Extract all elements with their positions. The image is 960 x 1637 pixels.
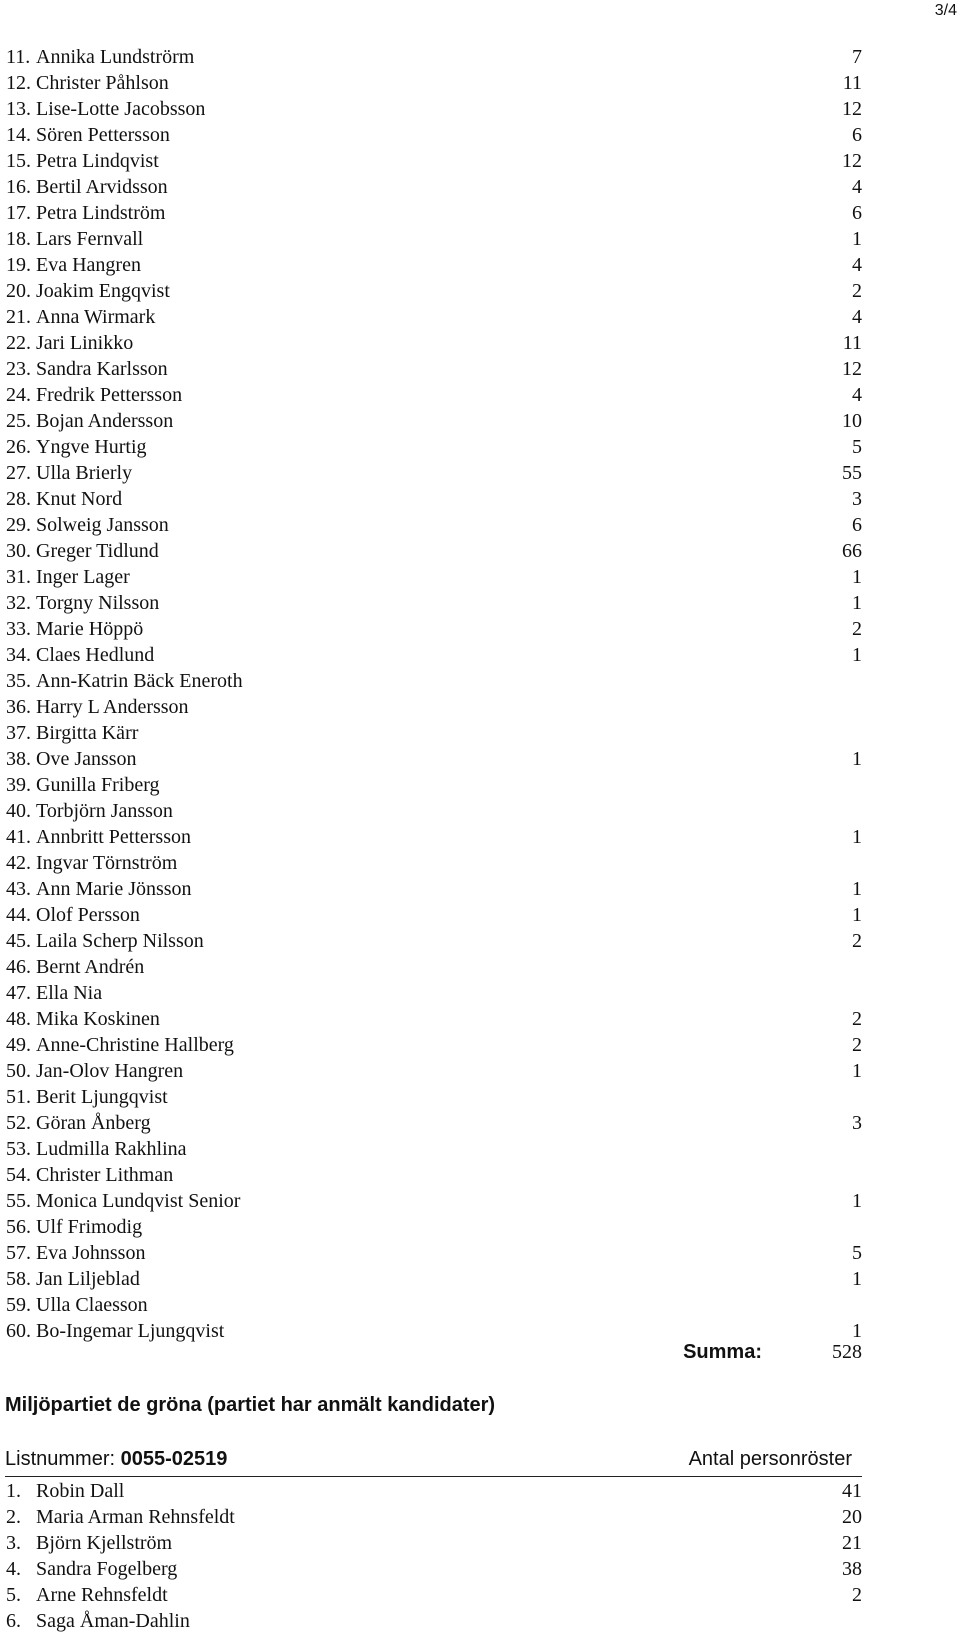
candidate-row <box>6 1136 862 1162</box>
candidate-name: Ludmilla Rakhlina <box>36 1138 187 1160</box>
candidate-number: 19. <box>6 254 31 276</box>
candidate-name: Maria Arman Rehnsfeldt <box>36 1506 235 1528</box>
candidate-row <box>6 226 862 252</box>
candidate-row <box>6 1292 862 1318</box>
candidate-number: 41. <box>6 826 31 848</box>
candidate-row <box>6 1162 862 1188</box>
candidate-number: 32. <box>6 592 31 614</box>
candidate-row <box>6 902 862 928</box>
candidate-row <box>6 1504 862 1530</box>
candidate-name: Knut Nord <box>36 488 123 510</box>
candidate-votes: 4 <box>852 384 862 406</box>
candidate-row <box>6 980 862 1006</box>
candidate-name: Ulla Claesson <box>36 1294 148 1316</box>
candidate-name: Marie Höppö <box>36 618 144 640</box>
candidate-number: 33. <box>6 618 31 640</box>
candidate-name: Annika Lundströrm <box>36 46 195 68</box>
candidate-number: 53. <box>6 1138 31 1160</box>
candidate-row <box>6 1240 862 1266</box>
candidate-name: Ann Marie Jönsson <box>36 878 192 900</box>
candidate-number: 18. <box>6 228 31 250</box>
candidate-row <box>6 1006 862 1032</box>
candidate-number: 4. <box>6 1558 21 1580</box>
candidate-name: Saga Åman-Dahlin <box>36 1610 190 1632</box>
candidate-number: 39. <box>6 774 31 796</box>
candidate-number: 5. <box>6 1584 21 1606</box>
candidate-name: Sören Pettersson <box>36 124 170 146</box>
candidate-row <box>6 928 862 954</box>
candidate-row <box>6 590 862 616</box>
candidate-name: Solweig Jansson <box>36 514 169 536</box>
candidate-votes: 3 <box>852 488 862 510</box>
candidate-row <box>6 746 862 772</box>
candidate-votes: 12 <box>842 98 862 120</box>
candidate-votes: 55 <box>842 462 862 484</box>
candidate-name: Bernt Andrén <box>36 956 145 978</box>
candidate-name: Birgitta Kärr <box>36 722 139 744</box>
candidate-name: Anna Wirmark <box>36 306 156 328</box>
total-label: Summa: <box>683 1341 762 1363</box>
candidate-row <box>6 1266 862 1292</box>
candidate-name: Ulf Frimodig <box>36 1216 143 1238</box>
candidate-row <box>6 356 862 382</box>
candidate-number: 24. <box>6 384 31 406</box>
candidate-name: Monica Lundqvist Senior <box>36 1190 241 1212</box>
candidate-name: Bojan Andersson <box>36 410 174 432</box>
candidate-number: 40. <box>6 800 31 822</box>
candidate-name: Lars Fernvall <box>36 228 144 250</box>
candidate-number: 12. <box>6 72 31 94</box>
candidate-name: Joakim Engqvist <box>36 280 170 302</box>
candidate-number: 28. <box>6 488 31 510</box>
list-number-value: 0055-02519 <box>120 1448 228 1470</box>
candidate-name: Ella Nia <box>36 982 103 1004</box>
candidate-number: 36. <box>6 696 31 718</box>
candidate-number: 35. <box>6 670 31 692</box>
candidate-row <box>6 148 862 174</box>
candidate-name: Eva Johnsson <box>36 1242 146 1264</box>
party-title: Miljöpartiet de gröna (partiet har anmält kandidater) <box>5 1394 496 1416</box>
votes-column-header: Antal personröster <box>688 1448 852 1470</box>
candidate-name: Laila Scherp Nilsson <box>36 930 204 952</box>
candidate-number: 56. <box>6 1216 31 1238</box>
candidate-votes: 1 <box>852 904 862 926</box>
candidate-votes: 4 <box>852 254 862 276</box>
candidate-name: Anne-Christine Hallberg <box>36 1034 234 1056</box>
candidate-number: 43. <box>6 878 31 900</box>
candidate-name: Annbritt Pettersson <box>36 826 191 848</box>
candidate-row <box>6 460 862 486</box>
candidate-name: Harry L Andersson <box>36 696 189 718</box>
candidate-number: 54. <box>6 1164 31 1186</box>
candidate-votes: 1 <box>852 748 862 770</box>
candidate-name: Christer Lithman <box>36 1164 174 1186</box>
candidate-number: 59. <box>6 1294 31 1316</box>
candidate-votes: 12 <box>842 150 862 172</box>
candidate-number: 37. <box>6 722 31 744</box>
candidate-number: 17. <box>6 202 31 224</box>
candidate-name: Gunilla Friberg <box>36 774 160 796</box>
candidate-name: Berit Ljungqvist <box>36 1086 168 1108</box>
candidate-votes: 21 <box>842 1532 862 1554</box>
candidate-votes: 4 <box>852 306 862 328</box>
candidate-votes: 2 <box>852 1034 862 1056</box>
list-number-label: Listnummer: <box>5 1448 116 1470</box>
candidate-number: 42. <box>6 852 31 874</box>
candidate-votes: 12 <box>842 358 862 380</box>
candidate-votes: 1 <box>852 592 862 614</box>
candidate-row <box>6 616 862 642</box>
candidate-name: Jari Linikko <box>36 332 134 354</box>
candidate-votes: 2 <box>852 618 862 640</box>
candidate-votes: 1 <box>852 1060 862 1082</box>
candidate-list-continued <box>6 44 862 1344</box>
candidate-name: Petra Lindqvist <box>36 150 159 172</box>
candidate-name: Ann-Katrin Bäck Eneroth <box>36 670 243 692</box>
candidate-number: 6. <box>6 1610 21 1632</box>
candidate-name: Arne Rehnsfeldt <box>36 1584 168 1606</box>
candidate-row <box>6 954 862 980</box>
candidate-number: 26. <box>6 436 31 458</box>
candidate-name: Bo-Ingemar Ljungqvist <box>36 1320 225 1342</box>
candidate-votes: 2 <box>852 930 862 952</box>
candidate-row <box>6 1032 862 1058</box>
candidate-number: 58. <box>6 1268 31 1290</box>
candidate-votes: 2 <box>852 1008 862 1030</box>
candidate-name: Sandra Karlsson <box>36 358 168 380</box>
candidate-row <box>6 1556 862 1582</box>
candidate-number: 38. <box>6 748 31 770</box>
candidate-name: Eva Hangren <box>36 254 141 276</box>
candidate-name: Claes Hedlund <box>36 644 155 666</box>
candidate-votes: 20 <box>842 1506 862 1528</box>
candidate-row <box>6 642 862 668</box>
candidate-row <box>6 486 862 512</box>
candidate-row <box>6 304 862 330</box>
candidate-votes: 2 <box>852 1584 862 1606</box>
page-number: 3/4 <box>934 2 957 19</box>
candidate-number: 34. <box>6 644 31 666</box>
candidate-votes: 66 <box>842 540 862 562</box>
candidate-row <box>6 252 862 278</box>
candidate-number: 20. <box>6 280 31 302</box>
candidate-number: 27. <box>6 462 31 484</box>
candidate-name: Sandra Fogelberg <box>36 1558 178 1580</box>
candidate-votes: 1 <box>852 228 862 250</box>
candidate-row <box>6 1530 862 1556</box>
candidate-row <box>6 1608 862 1634</box>
candidate-name: Inger Lager <box>36 566 130 588</box>
candidate-row <box>6 850 862 876</box>
candidate-row <box>6 694 862 720</box>
candidate-number: 51. <box>6 1086 31 1108</box>
candidate-votes: 1 <box>852 878 862 900</box>
candidate-votes: 7 <box>852 46 862 68</box>
candidate-name: Olof Persson <box>36 904 140 926</box>
candidate-votes: 6 <box>852 124 862 146</box>
candidate-number: 46. <box>6 956 31 978</box>
candidate-row <box>6 512 862 538</box>
candidate-row <box>6 772 862 798</box>
candidate-name: Jan-Olov Hangren <box>36 1060 184 1082</box>
candidate-name: Lise-Lotte Jacobsson <box>36 98 206 120</box>
candidate-number: 60. <box>6 1320 31 1342</box>
candidate-row <box>6 70 862 96</box>
candidate-number: 44. <box>6 904 31 926</box>
candidate-name: Bertil Arvidsson <box>36 176 168 198</box>
candidate-number: 49. <box>6 1034 31 1056</box>
candidate-number: 57. <box>6 1242 31 1264</box>
candidate-row <box>6 408 862 434</box>
candidate-number: 55. <box>6 1190 31 1212</box>
candidate-votes: 5 <box>852 1242 862 1264</box>
candidate-row <box>6 876 862 902</box>
candidate-number: 2. <box>6 1506 21 1528</box>
candidate-name: Ulla Brierly <box>36 462 133 484</box>
candidate-votes: 3 <box>852 1112 862 1134</box>
candidate-number: 1. <box>6 1480 21 1502</box>
candidate-name: Robin Dall <box>36 1480 125 1502</box>
candidate-votes: 1 <box>852 826 862 848</box>
candidate-name: Fredrik Pettersson <box>36 384 183 406</box>
candidate-number: 15. <box>6 150 31 172</box>
candidate-votes: 6 <box>852 202 862 224</box>
candidate-name: Torbjörn Jansson <box>36 800 173 822</box>
candidate-votes: 6 <box>852 514 862 536</box>
candidate-number: 45. <box>6 930 31 952</box>
candidate-row <box>6 1188 862 1214</box>
candidate-row <box>6 96 862 122</box>
candidate-votes: 2 <box>852 280 862 302</box>
candidate-row <box>6 1478 862 1504</box>
candidate-row <box>6 1582 862 1608</box>
candidate-votes: 1 <box>852 1268 862 1290</box>
candidate-name: Göran Ånberg <box>36 1112 151 1134</box>
list-number-group <box>5 1448 227 1471</box>
list-header <box>5 1446 862 1477</box>
candidate-number: 3. <box>6 1532 21 1554</box>
candidate-votes: 1 <box>852 566 862 588</box>
total-value: 528 <box>832 1341 862 1363</box>
candidate-votes: 1 <box>852 1190 862 1212</box>
candidate-name: Petra Lindström <box>36 202 166 224</box>
candidate-name: Ingvar Törnström <box>36 852 178 874</box>
candidate-name: Ove Jansson <box>36 748 137 770</box>
candidate-row <box>6 44 862 70</box>
candidate-votes: 1 <box>852 644 862 666</box>
candidate-row <box>6 824 862 850</box>
candidate-number: 29. <box>6 514 31 536</box>
candidate-row <box>6 200 862 226</box>
candidate-number: 48. <box>6 1008 31 1030</box>
candidate-name: Greger Tidlund <box>36 540 159 562</box>
candidate-row <box>6 278 862 304</box>
candidate-row <box>6 798 862 824</box>
candidate-number: 21. <box>6 306 31 328</box>
candidate-votes: 5 <box>852 436 862 458</box>
candidate-row <box>6 538 862 564</box>
candidate-row <box>6 434 862 460</box>
candidate-votes: 38 <box>842 1558 862 1580</box>
candidate-row <box>6 1058 862 1084</box>
candidate-number: 30. <box>6 540 31 562</box>
candidate-name: Torgny Nilsson <box>36 592 160 614</box>
candidate-row <box>6 1214 862 1240</box>
candidate-votes: 11 <box>842 72 862 94</box>
candidate-row <box>6 330 862 356</box>
candidate-number: 52. <box>6 1112 31 1134</box>
candidate-votes: 1 <box>852 1320 862 1342</box>
candidate-number: 11. <box>6 46 31 68</box>
candidate-row <box>6 668 862 694</box>
candidate-number: 31. <box>6 566 31 588</box>
candidate-row <box>6 1110 862 1136</box>
candidate-row <box>6 382 862 408</box>
candidate-name: Björn Kjellström <box>36 1532 173 1554</box>
candidate-row <box>6 564 862 590</box>
candidate-number: 16. <box>6 176 31 198</box>
candidate-name: Jan Liljeblad <box>36 1268 140 1290</box>
candidate-row <box>6 1084 862 1110</box>
total-row <box>0 1341 862 1371</box>
candidate-name: Yngve Hurtig <box>36 436 147 458</box>
candidate-name: Christer Påhlson <box>36 72 169 94</box>
candidate-number: 23. <box>6 358 31 380</box>
candidate-list <box>6 1478 862 1634</box>
candidate-votes: 4 <box>852 176 862 198</box>
candidate-number: 47. <box>6 982 31 1004</box>
candidate-votes: 41 <box>842 1480 862 1502</box>
candidate-name: Mika Koskinen <box>36 1008 160 1030</box>
candidate-row <box>6 174 862 200</box>
candidate-votes: 11 <box>842 332 862 354</box>
candidate-number: 13. <box>6 98 31 120</box>
candidate-number: 50. <box>6 1060 31 1082</box>
candidate-row <box>6 720 862 746</box>
candidate-number: 14. <box>6 124 31 146</box>
candidate-votes: 10 <box>842 410 862 432</box>
candidate-number: 25. <box>6 410 31 432</box>
candidate-number: 22. <box>6 332 31 354</box>
candidate-row <box>6 122 862 148</box>
